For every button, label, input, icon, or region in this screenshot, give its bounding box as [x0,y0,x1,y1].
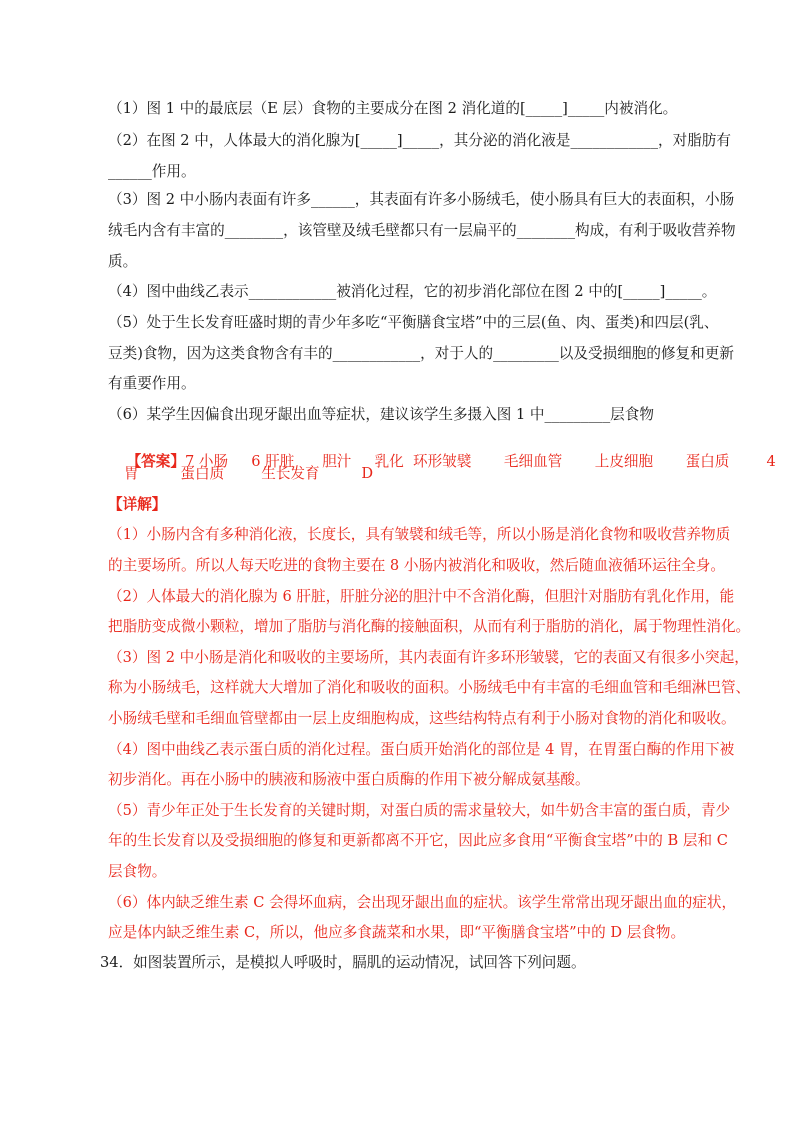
question-line-11: （6）某学生因偏食出现牙龈出血等症状，建议该学生多摄入图 1 中_________层食物 [108,406,654,423]
question-line-4: （3）图 2 中小肠内表面有许多______，其表面有许多小肠绒毛，使小肠具有巨大的表面积，小肠 [108,191,735,208]
answer-line-2: 胃 蛋白质 生长发育 D [124,465,374,482]
question-line-1: （1）图 1 中的最底层（E 层）食物的主要成分在图 2 消化道的[_____]_____内被消化。 [108,100,678,117]
question-line-9: 豆类)食物，因为这类食物含有丰的____________，对于人的_________以及受损细胞的修复和更新 [108,345,734,362]
detail-line-6: 称为小肠绒毛，这样就大大增加了消化和吸收的面积。小肠绒毛中有丰富的毛细血管和毛细淋巴管、 [108,679,751,696]
detail-line-11: 年的生长发育以及受损细胞的修复和更新都离不开它，因此应多食用“平衡食宝塔”中的 B 层和 C [108,832,728,849]
detail-line-10: （5）青少年正处于生长发育的关键时期，对蛋白质的需求量较大，如牛奶含丰富的蛋白质，青少 [108,802,731,819]
detail-line-7: 小肠绒毛壁和毛细血管壁都由一层上皮细胞构成，这些结构特点有利于小肠对食物的消化和吸收。 [108,710,736,727]
answer-values-1: 7 小肠 6 肝脏 胆汁 乳化 环形皱襞 毛细血管 上皮细胞 蛋白质 4 [184,453,776,470]
question-line-8: （5）处于生长发育旺盛时期的青少年多吃“平衡膳食宝塔”中的三层(鱼、肉、蛋类)和四层(乳、 [108,314,719,331]
detail-line-5: （3）图 2 中小肠是消化和吸收的主要场所，其内表面有许多环形皱襞，它的表面又有很多小突起， [108,649,749,666]
question-line-7: （4）图中曲线乙表示____________被消化过程，它的初步消化部位在图 2 中的[_____]_____。 [108,283,717,300]
detail-line-2: 的主要场所。所以人每天吃进的食物主要在 8 小肠内被消化和吸收，然后随血液循环运往全身。 [108,557,725,574]
detail-line-8: （4）图中曲线乙表示蛋白质的消化过程。蛋白质开始消化的部位是 4 胃，在胃蛋白酶的作用下被 [108,741,735,758]
question-line-5: 绒毛内含有丰富的________，该管壁及绒毛壁都只有一层扁平的________构成，有利于吸收营养物 [108,222,736,239]
detail-line-3: （2）人体最大的消化腺为 6 肝脏，肝脏分泌的胆汁中不含消化酶，但胆汁对脂肪有乳化作用，能 [108,588,735,605]
question-line-6: 质。 [108,253,138,270]
next-question: 34．如图装置所示，是模拟人呼吸时，膈肌的运动情况，试回答下列问题。 [100,954,586,971]
question-line-3: ______作用。 [108,163,196,180]
detail-line-1: （1）小肠内含有多种消化液，长度长，具有皱襞和绒毛等，所以小肠是消化食物和吸收营养物质 [108,526,731,543]
question-line-2: （2）在图 2 中，人体最大的消化腺为[_____]_____，其分泌的消化液是____________，对脂肪有 [108,132,731,149]
detail-line-4: 把脂肪变成微小颗粒，增加了脂肪与消化酶的接触面积，从而有利于脂肪的消化，属于物理性消化。 [108,618,751,635]
detail-line-13: （6）体内缺乏维生素 C 会得坏血病，会出现牙龈出血的症状。该学生常常出现牙龈出血的症状， [108,894,737,911]
detail-label: 【详解】 [108,496,167,513]
question-line-10: 有重要作用。 [108,375,196,392]
detail-line-9: 初步消化。再在小肠中的胰液和肠液中蛋白质酶的作用下被分解成氨基酸。 [108,771,590,788]
detail-line-12: 层食物。 [108,863,167,880]
answer-label: 【答案】 [126,453,185,470]
detail-line-14: 应是体内缺乏维生素 C，所以，他应多食蔬菜和水果，即“平衡膳食宝塔”中的 D 层食物。 [108,924,686,941]
